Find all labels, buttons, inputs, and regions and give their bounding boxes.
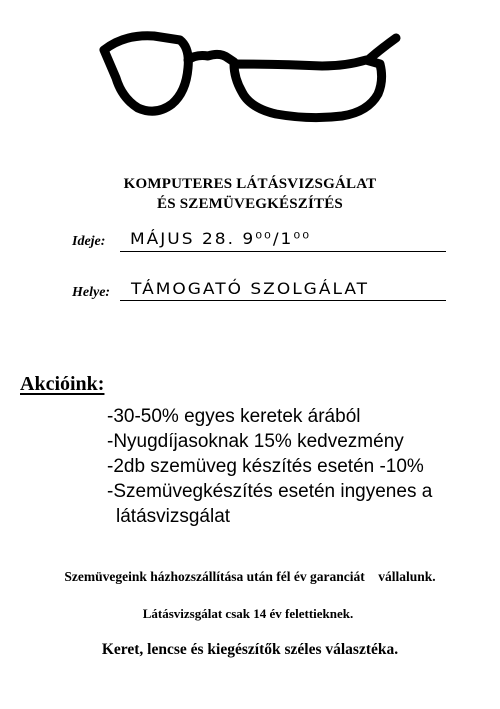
offers-list: [107, 404, 432, 529]
offer-item: -Szemüvegkészítés esetén ingyenes a: [107, 481, 433, 502]
place-value: TÁMOGATÓ SZOLGÁLAT: [131, 279, 370, 299]
place-underline: [120, 300, 446, 301]
offer-item: -Nyugdíjasoknak 15% kedvezmény: [107, 431, 404, 452]
glasses-logo: [96, 20, 406, 130]
glasses-bridge: [188, 54, 234, 62]
place-label: Helye:: [72, 285, 111, 300]
offers-heading: Akcióink:: [20, 373, 105, 395]
glasses-temple: [368, 38, 396, 60]
offer-item-continuation: látásvizsgálat: [116, 506, 231, 527]
glasses-left-lens: [104, 36, 188, 111]
glasses-right-lens: [234, 60, 382, 118]
time-value: MÁJUS 28. 9⁰⁰/1⁰⁰: [130, 229, 312, 249]
age-note: Látásvizsgálat csak 14 év felettieknek.: [142, 606, 354, 621]
offer-item: -30-50% egyes keretek árából: [107, 406, 361, 427]
title-line-2: ÉS SZEMÜVEGKÉSZÍTÉS: [157, 196, 343, 212]
time-underline: [120, 251, 446, 252]
title-line-1: KOMPUTERES LÁTÁSVIZSGÁLAT: [123, 176, 377, 192]
delivery-note: Szemüvegeink házhozszállítása után fél év garanciát vállalunk.: [64, 569, 436, 584]
offer-item: -2db szemüveg készítés esetén -10%: [107, 456, 424, 477]
selection-note: Keret, lencse és kiegészítők széles választéka.: [101, 641, 399, 658]
time-label: Ideje:: [72, 234, 106, 249]
